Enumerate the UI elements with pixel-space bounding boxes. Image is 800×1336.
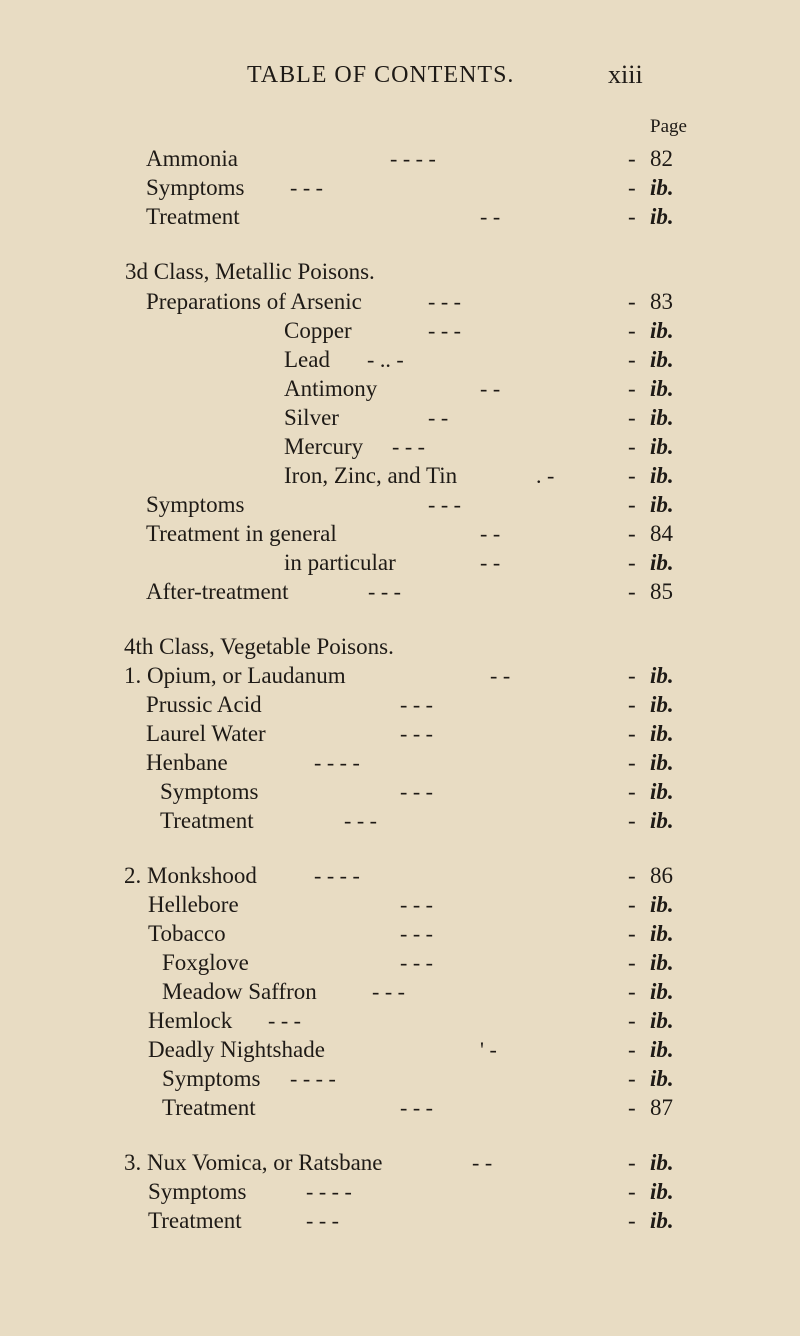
entry-label: Deadly Nightshade	[148, 1037, 325, 1062]
page-dash: -	[628, 146, 636, 171]
entry-label: Preparations of Arsenic	[146, 289, 362, 314]
leader-dashes: - - -	[372, 979, 405, 1004]
toc-entry	[0, 203, 800, 231]
page-ref: ib.	[650, 921, 674, 946]
page-dash: -	[628, 434, 636, 459]
leader-dashes: - -	[490, 663, 511, 688]
page-ref: ib.	[650, 1208, 674, 1233]
leader-dashes: - - -	[400, 721, 433, 746]
leader-dashes: - - -	[400, 892, 433, 917]
toc-entry	[0, 578, 800, 606]
leader-dashes: - - - -	[306, 1179, 352, 1204]
page-header	[0, 62, 800, 102]
page-ref: 83	[650, 289, 673, 314]
page-ref: ib.	[650, 1008, 674, 1033]
toc-entry	[0, 691, 800, 719]
leader-dashes: - - - -	[290, 1066, 336, 1091]
leader-dashes: - - -	[306, 1208, 339, 1233]
page-dash: -	[628, 1179, 636, 1204]
toc-entry	[0, 749, 800, 777]
page-ref: ib.	[650, 405, 674, 430]
toc-entry	[0, 346, 800, 374]
entry-label: Lead	[284, 347, 330, 372]
page-dash: -	[628, 318, 636, 343]
page-ref: 85	[650, 579, 673, 604]
page-dash: -	[628, 779, 636, 804]
page-dash: -	[628, 1095, 636, 1120]
toc-entry	[0, 404, 800, 432]
toc-entry	[0, 1065, 800, 1093]
entry-label: Iron, Zinc, and Tin	[284, 463, 458, 488]
toc-entry	[0, 145, 800, 173]
page-ref: ib.	[650, 892, 674, 917]
entry-label: Treatment	[160, 808, 254, 833]
toc-entry	[0, 491, 800, 519]
toc-entry	[0, 1149, 800, 1177]
page-dash: -	[628, 463, 636, 488]
entry-label: Treatment	[148, 1208, 242, 1233]
entry-label: Silver	[284, 405, 339, 430]
entry-label: After-treatment	[146, 579, 289, 604]
entry-label: Foxglove	[162, 950, 249, 975]
page-dash: -	[628, 692, 636, 717]
page-ref: ib.	[650, 663, 674, 688]
entry-label: Tobacco	[148, 921, 226, 946]
page-dash: -	[628, 376, 636, 401]
page-ref: ib.	[650, 463, 674, 488]
toc-entry	[0, 862, 800, 890]
page-ref: ib.	[650, 550, 674, 575]
entry-label: Laurel Water	[146, 721, 266, 746]
page-dash: -	[628, 492, 636, 517]
leader-dashes: - -	[480, 521, 501, 546]
entry-label: Meadow Saffron	[162, 979, 317, 1004]
page-dash: -	[628, 204, 636, 229]
entry-label: Prussic Acid	[146, 692, 262, 717]
leader-dashes: - - -	[400, 950, 433, 975]
page-dash: -	[628, 405, 636, 430]
page-dash: -	[628, 863, 636, 888]
entry-label: 2. Monkshood	[124, 863, 257, 888]
leader-dashes: - -	[480, 376, 501, 401]
page-dash: -	[628, 950, 636, 975]
page-ref: ib.	[650, 376, 674, 401]
section-heading: 3d Class, Metallic Poisons.	[125, 259, 375, 284]
leader-dashes: - - -	[290, 175, 323, 200]
toc-entry	[0, 520, 800, 548]
entry-label: in particular	[284, 550, 396, 575]
leader-dashes: - - -	[268, 1008, 301, 1033]
page-ref: ib.	[650, 318, 674, 343]
entry-label: Symptoms	[146, 492, 245, 517]
page-dash: -	[628, 550, 636, 575]
leader-dashes: - - -	[392, 434, 425, 459]
page-ref: ib.	[650, 979, 674, 1004]
page-dash: -	[628, 1037, 636, 1062]
toc-entry	[0, 375, 800, 403]
leader-dashes: - - -	[400, 921, 433, 946]
toc-entry	[0, 807, 800, 835]
toc-entry	[0, 920, 800, 948]
page-dash: -	[628, 521, 636, 546]
leader-dashes: . -	[536, 463, 555, 488]
toc-entry	[0, 778, 800, 806]
page-dash: -	[628, 1150, 636, 1175]
page-dash: -	[628, 892, 636, 917]
page-dash: -	[628, 1066, 636, 1091]
leader-dashes: - -	[480, 204, 501, 229]
page-ref: 87	[650, 1095, 673, 1120]
page-ref: ib.	[650, 1037, 674, 1062]
toc-entry	[0, 720, 800, 748]
page-dash: -	[628, 347, 636, 372]
running-title: TABLE OF CONTENTS.	[247, 62, 515, 88]
toc-entry	[0, 978, 800, 1006]
page-dash: -	[628, 979, 636, 1004]
entry-label: Treatment in general	[146, 521, 337, 546]
page-ref: ib.	[650, 721, 674, 746]
entry-label: Symptoms	[148, 1179, 247, 1204]
entry-label: Treatment	[162, 1095, 256, 1120]
page-dash: -	[628, 721, 636, 746]
leader-dashes: - - - -	[390, 146, 436, 171]
page-dash: -	[628, 921, 636, 946]
leader-dashes: - - -	[344, 808, 377, 833]
toc-entry	[0, 1094, 800, 1122]
page-ref: ib.	[650, 347, 674, 372]
leader-dashes: - - -	[428, 318, 461, 343]
leader-dashes: - -	[472, 1150, 493, 1175]
toc-entry	[0, 549, 800, 577]
page-dash: -	[628, 579, 636, 604]
page-ref: ib.	[650, 1179, 674, 1204]
toc-entry	[0, 949, 800, 977]
leader-dashes: - - -	[428, 289, 461, 314]
entry-label: Mercury	[284, 434, 364, 459]
leader-dashes: - .. -	[367, 347, 404, 372]
page-ref: ib.	[650, 692, 674, 717]
toc-entry	[0, 462, 800, 490]
toc-entry	[0, 1178, 800, 1206]
toc-entry	[0, 1007, 800, 1035]
page-ref: 82	[650, 146, 673, 171]
page-ref: ib.	[650, 1066, 674, 1091]
toc-entry	[0, 1207, 800, 1235]
page-ref: ib.	[650, 175, 674, 200]
page-dash: -	[628, 1008, 636, 1033]
page-dash: -	[628, 808, 636, 833]
leader-dashes: - - - -	[314, 750, 360, 775]
entry-label: Hemlock	[148, 1008, 233, 1033]
page-ref: 84	[650, 521, 673, 546]
leader-dashes: - - -	[400, 779, 433, 804]
entry-label: Symptoms	[146, 175, 245, 200]
page-ref: ib.	[650, 1150, 674, 1175]
page-ref: ib.	[650, 750, 674, 775]
page-ref: ib.	[650, 434, 674, 459]
toc-entry	[0, 288, 800, 316]
entry-label: Symptoms	[162, 1066, 261, 1091]
leader-dashes: - - -	[368, 579, 401, 604]
page-dash: -	[628, 663, 636, 688]
page-dash: -	[628, 750, 636, 775]
toc-entry	[0, 317, 800, 345]
toc-entry	[0, 662, 800, 690]
entry-label: Hellebore	[148, 892, 239, 917]
entry-label: Ammonia	[146, 146, 238, 171]
page-ref: ib.	[650, 492, 674, 517]
entry-label: Treatment	[146, 204, 240, 229]
page-ref: 86	[650, 863, 673, 888]
entry-label: Symptoms	[160, 779, 259, 804]
leader-dashes: - - -	[400, 1095, 433, 1120]
page-column-heading: Page	[650, 116, 687, 137]
page-dash: -	[628, 289, 636, 314]
leader-dashes: - -	[428, 405, 449, 430]
toc-entry	[0, 174, 800, 202]
toc-entry	[0, 1036, 800, 1064]
leader-dashes: - - -	[400, 692, 433, 717]
leader-dashes: ' -	[480, 1037, 497, 1062]
entry-label: Henbane	[146, 750, 228, 775]
page-dash: -	[628, 175, 636, 200]
section-heading: 4th Class, Vegetable Poisons.	[124, 634, 394, 659]
entry-label: 3. Nux Vomica, or Ratsbane	[124, 1150, 383, 1175]
page-ref: ib.	[650, 204, 674, 229]
entry-label: 1. Opium, or Laudanum	[124, 663, 346, 688]
page-ref: ib.	[650, 808, 674, 833]
entry-label: Antimony	[284, 376, 378, 401]
toc-entry	[0, 433, 800, 461]
leader-dashes: - - -	[428, 492, 461, 517]
entry-label: Copper	[284, 318, 352, 343]
page-ref: ib.	[650, 950, 674, 975]
leader-dashes: - -	[480, 550, 501, 575]
page-dash: -	[628, 1208, 636, 1233]
leader-dashes: - - - -	[314, 863, 360, 888]
toc-entry	[0, 891, 800, 919]
page-number: xiii	[608, 60, 643, 89]
page-ref: ib.	[650, 779, 674, 804]
